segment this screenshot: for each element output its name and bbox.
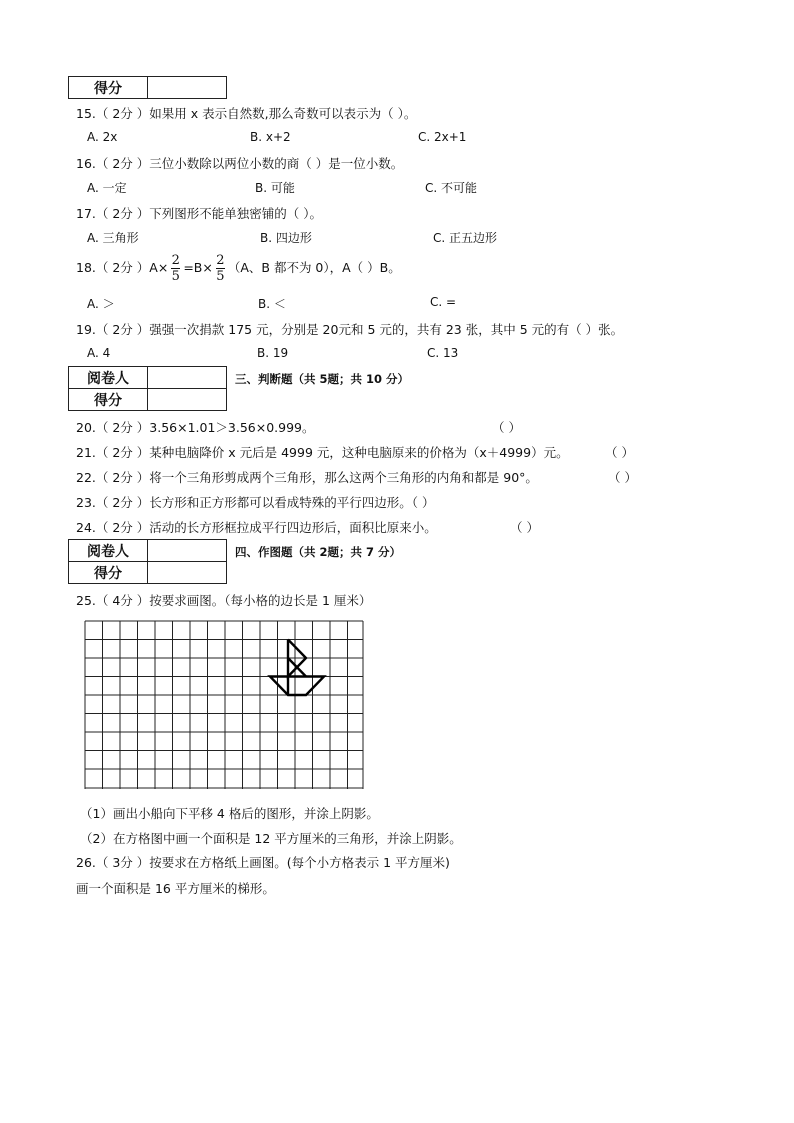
q17-option-c[interactable]: C. 正五边形 [433,231,498,245]
score-label: 得分 [69,562,148,584]
q19-option-b[interactable]: B. 19 [257,346,289,360]
q18-option-a[interactable]: A. ＞ [87,297,115,311]
q18-mid: =B× [183,260,213,275]
q18-option-b[interactable]: B. ＜ [258,297,286,311]
q15-option-a[interactable]: A. 2x [87,130,118,144]
q21-answer-paren[interactable]: （ ） [605,445,634,460]
score-value[interactable] [148,77,227,99]
question-22: 22.（ 2分 ）将一个三角形剪成两个三角形，那么这两个三角形的内角和都是 90°。 [76,470,538,485]
question-15: 15.（ 2分 ）如果用 x 表示自然数,那么奇数可以表示为（ ）。 [76,106,417,121]
fraction-two-fifths: $\frac{2}{5}$ [216,253,225,284]
q25-sub-1: （1）画出小船向下平移 4 格后的图形，并涂上阴影。 [80,806,379,821]
question-21: 21.（ 2分 ）某种电脑降价 x 元后是 4999 元，这种电脑原来的价格为（x＋4999）元。 [76,445,569,460]
question-18 [76,254,401,283]
q26-sub: 画一个面积是 16 平方厘米的梯形。 [76,881,275,896]
score-label: 得分 [69,389,148,411]
section-4-title: 四、作图题（共 2题；共 7 分） [235,545,402,559]
q19-option-a[interactable]: A. 4 [87,346,111,360]
q15-option-c[interactable]: C. 2x+1 [418,130,467,144]
section-3-score-box [68,366,227,411]
grid-lines [85,621,363,789]
q20-answer-paren[interactable]: （ ） [492,420,521,435]
section-3-title: 三、判断题（共 5题；共 10 分） [235,372,410,386]
fraction-two-fifths: $\frac{2}{5}$ [171,253,180,284]
q24-answer-paren[interactable]: （ ） [510,520,539,535]
section-4-score-box [68,539,227,584]
q16-option-b[interactable]: B. 可能 [255,181,295,195]
question-17: 17.（ 2分 ）下列图形不能单独密铺的（ ）。 [76,206,323,221]
question-25: 25.（ 4分 ）按要求画图。（每小格的边长是 1 厘米） [76,593,372,608]
q16-option-c[interactable]: C. 不可能 [425,181,478,195]
q17-option-a[interactable]: A. 三角形 [87,231,139,245]
question-20: 20.（ 2分 ）3.56×1.01＞3.56×0.999。 [76,420,315,435]
reviewer-value[interactable] [148,540,227,562]
score-box-top [68,76,227,99]
q16-option-a[interactable]: A. 一定 [87,181,127,195]
score-value[interactable] [148,562,227,584]
question-23: 23.（ 2分 ）长方形和正方形都可以看成特殊的平行四边形。（ ） [76,495,435,510]
q25-sub-2: （2）在方格图中画一个面积是 12 平方厘米的三角形，并涂上阴影。 [80,831,462,846]
question-16: 16.（ 2分 ）三位小数除以两位小数的商（ ）是一位小数。 [76,156,404,171]
q15-option-b[interactable]: B. x+2 [250,130,291,144]
q18-suffix: （A、B 都不为 0），A（ ）B。 [227,260,401,275]
reviewer-value[interactable] [148,367,227,389]
q17-option-b[interactable]: B. 四边形 [260,231,312,245]
reviewer-label: 阅卷人 [69,540,148,562]
boat-shape [270,640,324,696]
q18-prefix: 18.（ 2分 ）A× [76,260,169,275]
question-24: 24.（ 2分 ）活动的长方形框拉成平行四边形后，面积比原来小。 [76,520,437,535]
q18-option-c[interactable]: C. = [430,295,457,309]
score-value[interactable] [148,389,227,411]
reviewer-label: 阅卷人 [69,367,148,389]
question-26: 26.（ 3分 ）按要求在方格纸上画图。(每个小方格表示 1 平方厘米) [76,855,450,870]
q22-answer-paren[interactable]: （ ） [608,470,637,485]
question-19: 19.（ 2分 ）强强一次捐款 175 元，分别是 20元和 5 元的，共有 23 张，其中 5 元的有（ ）张。 [76,322,624,337]
grid-paper[interactable] [84,620,366,790]
score-label: 得分 [69,77,148,99]
q19-option-c[interactable]: C. 13 [427,346,459,360]
